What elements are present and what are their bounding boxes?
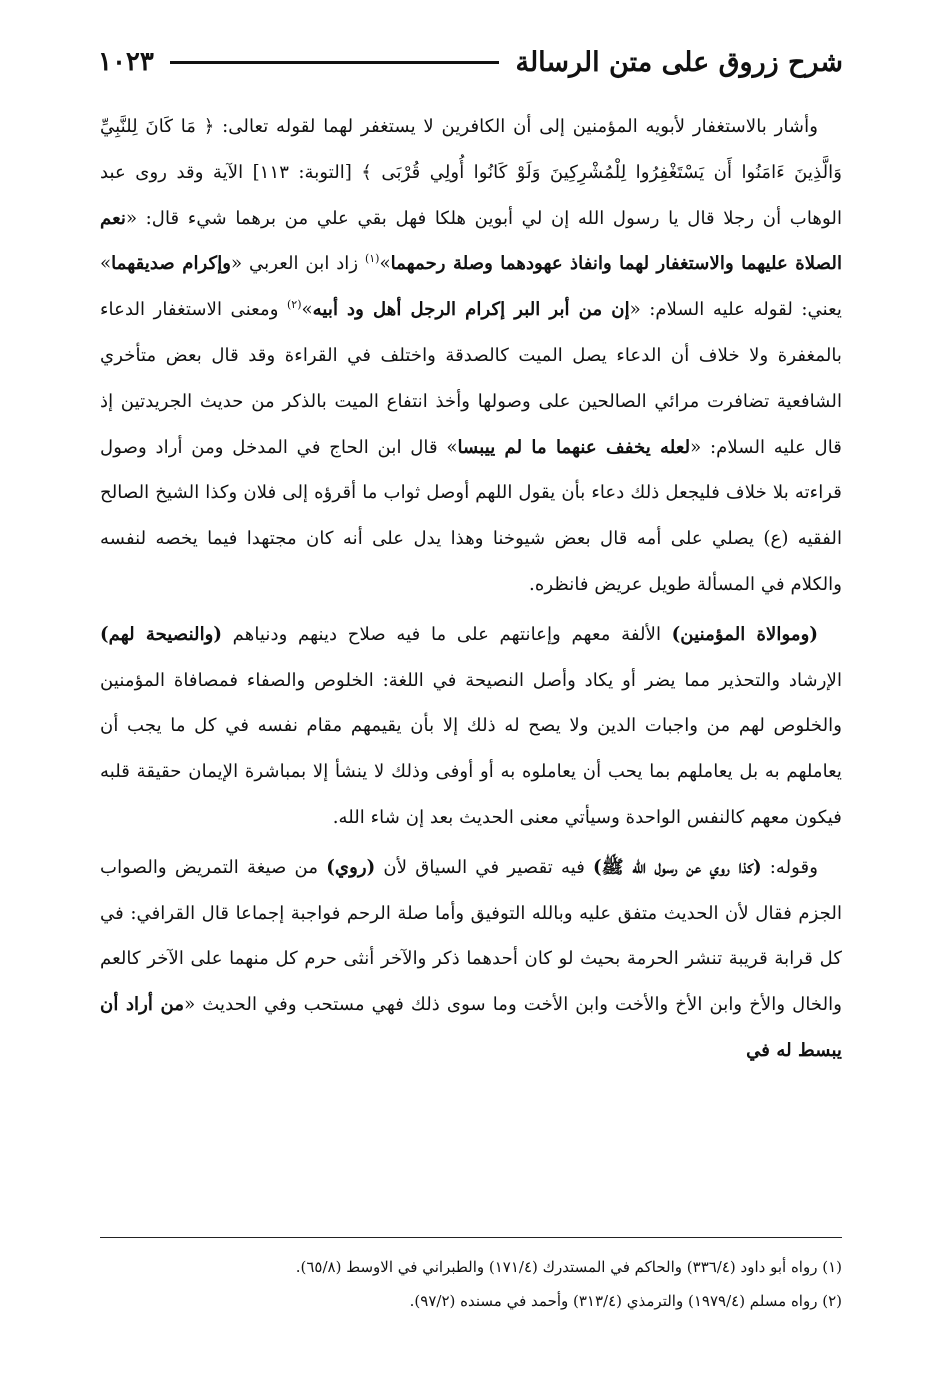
text-run: الإرشاد والتحذير مما يضر أو يكاد وأصل النصيحة في اللغة: الخلوص والصفاء فمصافاة المؤمنين والخلوص لهم من واجبات الدين ولا يصح له ذلك إلا بأن يقيمهم مقام نفسه في كل ما يجب أن يعاملهم به بل يعاملهم بما يحب أن يعاملوه به أو أوفى وذلك لا ينشأ إلا بمباشرة الإيمان حقيقة قلبه فيكون معهم كالنفس الواحدة وسيأتي معنى الحديث بعد إن شاء الله. [100, 669, 842, 828]
paragraph-1 [100, 104, 842, 608]
body-text [100, 104, 842, 1074]
book-title: شرح زروق على متن الرسالة [515, 46, 843, 78]
text-run: » [379, 253, 391, 275]
hadith-quote: لعله يخفف عنهما ما لم ييبسا [457, 436, 691, 458]
text-run: » [301, 299, 313, 321]
footnotes [100, 1250, 842, 1318]
page-number: ١٠٢٣ [98, 47, 154, 77]
text-run: ومعنى الاستغفار الدعاء بالمغفرة ولا خلاف أن الدعاء يصل الميت كالصدقة واختلف في القراءة وقد قال بعض متأخري الشافعية تضافرت مرائي الصالحين على وصولها وأخذ انتفاع الميت بالذكر من حديث الجريدتين إذ قال عليه السلام: « [100, 299, 843, 458]
footnote-2: (٢) رواه مسلم (١٩٧٩/٤) والترمذي (٣١٣/٤) وأحمد في مسنده (٩٧/٢). [409, 1292, 842, 1310]
text-run: » يعني: لقوله عليه السلام: « [100, 253, 842, 321]
matn-quote: (روي) [326, 856, 376, 878]
matn-quote: (والنصيحة لهم) [100, 623, 223, 645]
hadith-quote: وإكرام صديقهما [111, 253, 232, 275]
footnote-ref: (١) [364, 252, 380, 266]
footnote-1: (١) رواه أبو داود (٣٣٦/٤) والحاكم في المستدرك (١٧١/٤) والطبراني في الاوسط (٦٥/٨). [295, 1258, 842, 1276]
text-run: الألفة معهم وإعانتهم على ما فيه صلاح دينهم ودنياهم [222, 623, 672, 645]
text-run: فيه تقصير في السياق لأن [375, 856, 594, 878]
text-run: زاد ابن العربي « [231, 253, 365, 275]
matn-quote: (كذا روي عن رسول الله ﷺ) [593, 856, 762, 878]
text-run: وأشار بالاستغفار لأبويه المؤمنين إلى أن الكافرين لا يستغفر لهما لقوله تعالى: ﴿ مَا كَانَ لِلنَّبِيِّ وَالَّذِينَ ءَامَنُوا أَن يَسْتَغْفِرُوا لِلْمُشْرِكِينَ وَلَوْ كَانُوا أُولِي قُرْبَى ﴾ [التوبة: ١١٣] الآية وقد روى عبد الوهاب أن رجلا قال يا رسول الله إن لي أبوين هلكا فهل بقي علي من برهما شيء قال: « [100, 116, 842, 229]
paragraph-3 [100, 845, 842, 1074]
footnote-ref: (٢) [286, 298, 302, 312]
text-run: » قال ابن الحاج في المدخل ومن أراد وصول قراءته بلا خلاف فليجعل ذلك دعاء بأن يقول اللهم أوصل ثواب ما أقرؤه إلى فلان وكذا الشيخ الصالح الفقيه (ع) يصلي على أمه قال بعض شيوخنا وهذا يدل على أنه كان مجتهدا فيما يخصه لنفسه والكلام في المسألة طويل عريض فانظره. [100, 436, 842, 595]
paragraph-2 [100, 612, 842, 841]
footnote-rule [100, 1237, 842, 1238]
header-rule [170, 61, 500, 64]
running-header [98, 40, 843, 84]
hadith-quote: إن من أبر البر إكرام الرجل أهل ود أبيه [312, 299, 630, 321]
hadith-quote: من أراد أن يبسط له في [100, 994, 842, 1061]
hadith-quote: نعم الصلاة عليهما والاستغفار لهما وانفاذ عهودهما وصلة رحمهما [100, 207, 843, 275]
matn-quote: (وموالاة المؤمنين) [671, 623, 818, 645]
text-run: من صيغة التمريض والصواب الجزم فقال لأن الحديث متفق عليه وبالله التوفيق وأما صلة الرحم فواجبة إجماعا قال القرافي: في كل قرابة قريبة تنشر الحرمة بحيث لو كان أحدهما ذكر والآخر أنثى حرم كل منهما على الآخر كالعم والخال والأخ وابن الأخ والأخت وابن الأخت وما سوى ذلك فهي مستحب وفي الحديث « [100, 856, 843, 1016]
text-run: وقوله: [761, 856, 818, 878]
